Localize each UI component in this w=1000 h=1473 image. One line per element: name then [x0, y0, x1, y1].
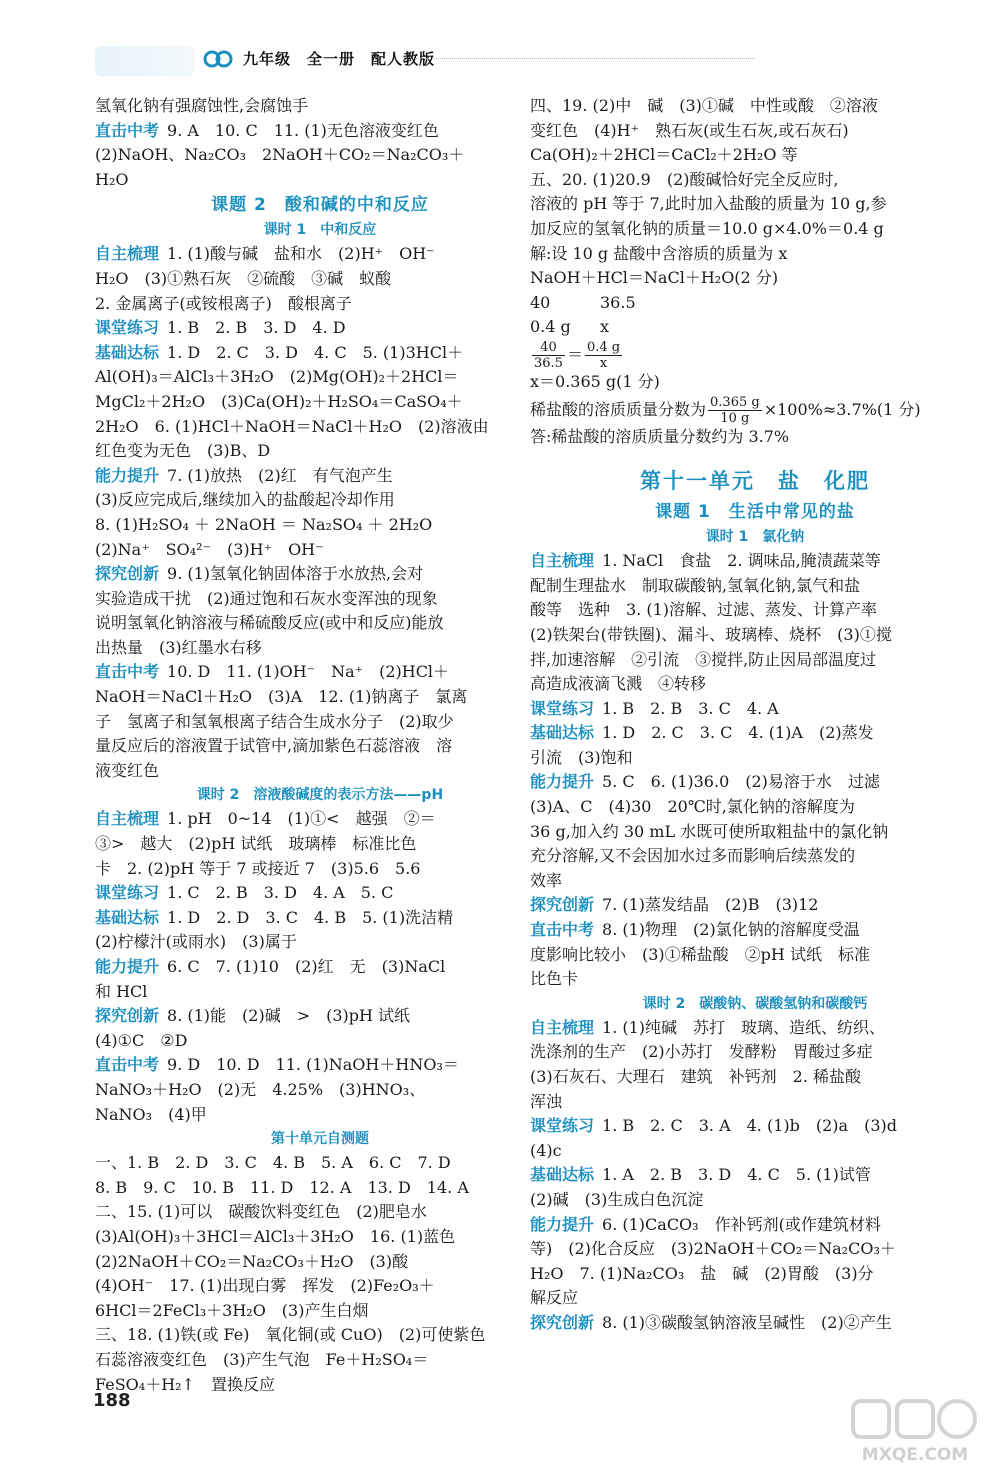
text-line	[95, 1053, 545, 1078]
left-column	[95, 94, 545, 1397]
lesson-title: 课题 1 生活中常见的盐	[655, 502, 855, 523]
text-line: 卡 2. (2)pH 等于 7 或接近 7 (3)5.6 5.6	[95, 858, 421, 878]
text-line: (3)A、C (4)30 20℃时,氯化钠的溶解度为	[530, 797, 855, 817]
text-line: 实验造成干扰 (2)通过饱和石灰水变浑浊的现象	[95, 588, 438, 608]
mass-naoh: 0.4 g	[530, 317, 571, 337]
text-line: x＝0.365 g(1 分)	[530, 371, 660, 391]
text-line: 效率	[530, 870, 563, 890]
text-line	[95, 660, 545, 685]
text-line: 度影响比较小 (3)①稀盐酸 ②pH 试纸 标准	[530, 944, 870, 964]
text-line: NaOH＝NaCl＋H₂O (3)A 12. (1)钠离子 氯离	[95, 687, 468, 707]
text-line: 8. (1)H₂SO₄ ＋ 2NaOH ＝ Na₂SO₄ ＋ 2H₂O	[95, 514, 433, 534]
section-label: 课堂练习	[95, 883, 160, 903]
text-line	[530, 1114, 980, 1139]
answer-text: 1. C 2. B 3. D 4. A 5. C	[167, 883, 394, 903]
molar-mass-hcl: 36.5	[600, 292, 636, 312]
text-line: 比色卡	[530, 969, 579, 989]
text-line	[95, 119, 545, 144]
text-line: 解:设 10 g 盐酸中含溶质的质量为 x	[530, 243, 788, 263]
watermark-text: MXQE.COM	[861, 1445, 969, 1465]
section-label: 基础达标	[530, 1165, 595, 1185]
session-title: 课时 2 溶液酸碱度的表示方法——pH	[196, 787, 444, 804]
text-line: 引流 (3)饱和	[530, 747, 633, 767]
section-label: 课堂练习	[95, 318, 160, 338]
section-label: 直击中考	[95, 662, 160, 682]
text-line: 配制生理盐水 制取碳酸钠,氢氧化钠,氯气和盐	[530, 575, 861, 595]
answer-text: 1. D 2. C 3. D 4. C 5. (1)3HCl＋	[167, 342, 464, 362]
answer-text: 10. D 11. (1)OH⁻ Na⁺ (2)HCl＋	[167, 662, 450, 682]
header-divider	[415, 58, 755, 60]
equation-prefix: 稀盐酸的溶质质量分数为	[530, 399, 707, 419]
text-line: H₂O (3)①熟石灰 ②硫酸 ③碱 蚁酸	[95, 268, 392, 288]
section-label: 探究创新	[95, 564, 160, 584]
answer-text: 9. D 10. D 11. (1)NaOH＋HNO₃＝	[167, 1055, 459, 1075]
right-column	[530, 94, 980, 1336]
answer-text: 1. D 2. D 3. C 4. B 5. (1)洗洁精	[167, 907, 454, 927]
text-line: 二、15. (1)可以 碳酸饮料变红色 (2)肥皂水	[95, 1202, 427, 1222]
text-line: 酸等 选种 3. (1)溶解、过滤、蒸发、计算产率	[530, 600, 878, 620]
text-line: 液变红色	[95, 760, 160, 780]
answer-text: 5. C 6. (1)36.0 (2)易溶于水 过滤	[602, 772, 880, 792]
answer-text: 9. (1)氢氧化钠固体溶于水放热,会对	[167, 564, 424, 584]
text-line: 一、1. B 2. D 3. C 4. B 5. A 6. C 7. D	[95, 1153, 451, 1173]
text-line: (2)2NaOH＋CO₂＝Na₂CO₃＋H₂O (3)酸	[95, 1251, 409, 1271]
text-line: 等) (2)化合反应 (3)2NaOH＋CO₂＝Na₂CO₃＋	[530, 1239, 896, 1259]
text-line	[95, 955, 545, 980]
text-line	[95, 341, 545, 366]
text-line: 五、20. (1)20.9 (2)酸碱恰好完全反应时,	[530, 169, 839, 189]
text-line: 2H₂O 6. (1)HCl＋NaOH＝NaCl＋H₂O (2)溶液由	[95, 416, 489, 436]
text-line: 解反应	[530, 1288, 579, 1308]
fraction	[708, 395, 762, 426]
text-line: 红色变为无色 (3)B、D	[95, 441, 271, 461]
answer-text: 1. B 2. C 3. A 4. (1)b (2)a (3)d	[602, 1116, 897, 1136]
text-line	[95, 1004, 545, 1029]
fraction-denominator: 36.5	[534, 355, 563, 371]
text-line	[530, 549, 980, 574]
text-line: (2)铁架台(带铁圈)、漏斗、玻璃棒、烧杯 (3)①搅	[530, 624, 892, 644]
text-line	[530, 697, 980, 722]
section-label: 能力提升	[530, 772, 595, 792]
text-line: 充分溶解,又不会因加水过多而影响后续蒸发的	[530, 846, 856, 866]
answer-text: 1. NaCl 食盐 2. 调味品,腌渍蔬菜等	[602, 551, 881, 571]
fraction-denominator: x	[599, 355, 608, 371]
fraction	[532, 340, 565, 371]
text-line	[95, 881, 545, 906]
answer-text: 8. (1)能 (2)碱 > (3)pH 试纸	[167, 1006, 411, 1026]
text-line: NaNO₃ (4)甲	[95, 1104, 207, 1124]
text-line: FeSO₄＋H₂↑ 置换反应	[95, 1374, 275, 1394]
section-label: 直击中考	[95, 1055, 160, 1075]
text-line	[530, 1213, 980, 1238]
section-label: 课堂练习	[530, 1116, 595, 1136]
text-line: 石蕊溶液变红色 (3)产生气泡 Fe＋H₂SO₄＝	[95, 1349, 429, 1369]
brand-logo	[95, 46, 195, 76]
fraction-numerator: 0.4 g	[586, 339, 621, 355]
section-label: 直击中考	[530, 920, 595, 940]
section-label: 自主梳理	[95, 809, 160, 829]
text-line: (4)OH⁻ 17. (1)出现白雾 挥发 (2)Fe₂O₃＋	[95, 1276, 435, 1296]
section-label: 基础达标	[95, 907, 160, 927]
equation-line: NaOH＋HCl＝NaCl＋H₂O(2 分)	[530, 268, 779, 288]
answer-text: 9. A 10. C 11. (1)无色溶液变红色	[167, 120, 439, 140]
text-line: 子 氢离子和氢氧根离子结合生成水分子 (2)取少	[95, 711, 454, 731]
answer-text: 8. (1)物理 (2)氯化钠的溶解度受温	[602, 920, 860, 940]
unit-title: 第十一单元 盐 化肥	[640, 469, 870, 494]
answer-text: 7. (1)蒸发结晶 (2)B (3)12	[602, 895, 819, 915]
text-line: Ca(OH)₂＋2HCl＝CaCl₂＋2H₂O 等	[530, 145, 798, 165]
header-title: 九年级 全一册 配人教版	[243, 50, 436, 68]
section-label: 自主梳理	[95, 244, 160, 264]
equation-line	[530, 315, 980, 340]
series-logo-icon	[203, 50, 233, 68]
section-label: 能力提升	[95, 465, 160, 485]
section-label: 直击中考	[95, 120, 160, 140]
answer-text: 1. B 2. B 3. D 4. D	[167, 318, 346, 338]
proportion-equation	[530, 340, 980, 370]
text-line: NaNO₃＋H₂O (2)无 4.25% (3)HNO₃、	[95, 1079, 426, 1099]
text-line	[530, 893, 980, 918]
text-line: 答:稀盐酸的溶质质量分数约为 3.7%	[530, 426, 790, 446]
answer-text: 1. pH 0~14 (1)①< 越强 ②＝	[167, 809, 436, 829]
text-line: (2)Na⁺ SO₄²⁻ (3)H⁺ OH⁻	[95, 539, 324, 559]
text-line: (2)柠檬汁(或雨水) (3)属于	[95, 932, 297, 952]
section-label: 能力提升	[95, 957, 160, 976]
section-label: 自主梳理	[530, 1017, 595, 1037]
text-line: MgCl₂＋2H₂O (3)Ca(OH)₂＋H₂SO₄＝CaSO₄＋	[95, 391, 463, 411]
text-line: 浑浊	[530, 1091, 563, 1111]
text-line: 和 HCl	[95, 981, 148, 1001]
watermark-icon	[845, 1395, 985, 1443]
text-line: 6HCl＝2FeCl₃＋3H₂O (3)产生白烟	[95, 1300, 369, 1320]
answer-text: 1. (1)酸与碱 盐和水 (2)H⁺ OH⁻	[167, 244, 435, 264]
text-line: 出热量 (3)红墨水右移	[95, 637, 262, 657]
text-line	[530, 721, 980, 746]
text-line	[530, 770, 980, 795]
text-line	[95, 807, 545, 832]
text-line	[95, 242, 545, 267]
molar-mass-naoh: 40	[530, 292, 551, 312]
section-label: 自主梳理	[530, 551, 595, 571]
text-line: 三、18. (1)铁(或 Fe) 氧化铜(或 CuO) (2)可使紫色	[95, 1325, 486, 1345]
text-line: 拌,加速溶解 ②引流 ③搅拌,防止因局部温度过	[530, 649, 877, 669]
text-line: 说明氢氧化钠溶液与稀硫酸反应(或中和反应)能放	[95, 613, 444, 633]
answer-text: 6. (1)CaCO₃ 作补钙剂(或作建筑材料	[602, 1214, 881, 1234]
text-line	[530, 1311, 980, 1336]
text-line: 溶液的 pH 等于 7,此时加入盐酸的质量为 10 g,参	[530, 194, 887, 214]
section-label: 基础达标	[530, 723, 595, 743]
section-label: 基础达标	[95, 342, 160, 362]
text-line: 8. B 9. C 10. B 11. D 12. A 13. D 14. A	[95, 1177, 469, 1197]
answer-text: 1. D 2. C 3. C 4. (1)A (2)蒸发	[602, 723, 874, 743]
section-label: 探究创新	[530, 1312, 595, 1332]
section-label: 课堂练习	[530, 698, 595, 718]
text-line: 变红色 (4)H⁺ 熟石灰(或生石灰,或石灰石)	[530, 120, 849, 140]
answer-text: 6. C 7. (1)10 (2)红 无 (3)NaCl	[167, 957, 446, 976]
text-line: H₂O 7. (1)Na₂CO₃ 盐 碱 (2)胃酸 (3)分	[530, 1263, 874, 1283]
text-line: (3)反应完成后,继续加入的盐酸起冷却作用	[95, 490, 395, 510]
text-line: ③> 越大 (2)pH 试纸 玻璃棒 标准比色	[95, 834, 417, 854]
text-line: 氢氧化钠有强腐蚀性,会腐蚀手	[95, 96, 309, 115]
section-label: 探究创新	[95, 1006, 160, 1026]
page-number: 188	[93, 1390, 131, 1411]
text-line	[530, 1016, 980, 1041]
text-line: (3)石灰石、大理石 建筑 补钙剂 2. 稀盐酸	[530, 1067, 862, 1086]
text-line	[530, 1163, 980, 1188]
percentage-equation	[530, 395, 980, 425]
text-line: (2)NaOH、Na₂CO₃ 2NaOH＋CO₂＝Na₂CO₃＋	[95, 145, 465, 165]
session-title: 课时 1 氯化钠	[705, 529, 805, 546]
text-line: 高造成液滴飞溅 ④转移	[530, 674, 707, 694]
text-line: 量反应后的溶液置于试管中,滴加紫色石蕊溶液 溶	[95, 736, 453, 756]
mass-hcl-unknown: x	[600, 317, 610, 337]
text-line: (3)Al(OH)₃＋3HCl＝AlCl₃＋3H₂O 16. (1)蓝色	[95, 1226, 456, 1246]
text-line: Al(OH)₃＝AlCl₃＋3H₂O (2)Mg(OH)₂＋2HCl＝	[95, 367, 459, 387]
text-line	[95, 562, 545, 587]
answer-text: 7. (1)放热 (2)红 有气泡产生	[167, 465, 393, 485]
watermark	[845, 1395, 985, 1465]
answer-text: 1. A 2. B 3. D 4. C 5. (1)试管	[602, 1165, 871, 1185]
text-line: (4)c	[530, 1140, 562, 1160]
text-line: (4)①C ②D	[95, 1030, 188, 1050]
text-line: H₂O	[95, 169, 129, 189]
equals-sign: ＝	[566, 344, 583, 364]
page-header	[95, 38, 795, 88]
fraction-numerator: 0.365 g	[710, 394, 760, 410]
text-line: 2. 金属离子(或铵根离子) 酸根离子	[95, 293, 352, 313]
session-title: 课时 1 中和反应	[263, 222, 377, 239]
text-line: 加反应的氢氧化钠的质量＝10.0 g×4.0%＝0.4 g	[530, 218, 884, 238]
equation-suffix: ×100%≈3.7%(1 分)	[763, 399, 921, 419]
text-line: 洗涤剂的生产 (2)小苏打 发酵粉 胃酸过多症	[530, 1042, 873, 1062]
text-line	[95, 316, 545, 341]
text-line: 四、19. (2)中 碱 (3)①碱 中性或酸 ②溶液	[530, 96, 878, 115]
answer-text: 1. B 2. B 3. C 4. A	[602, 698, 779, 718]
text-line: 36 g,加入约 30 mL 水既可使所取粗盐中的氯化钠	[530, 821, 889, 841]
fraction-denominator: 10 g	[720, 410, 750, 426]
lesson-title: 课题 2 酸和碱的中和反应	[211, 195, 429, 216]
section-label: 能力提升	[530, 1214, 595, 1234]
selftest-title: 第十单元自测题	[271, 1131, 369, 1148]
fraction	[585, 340, 622, 371]
fraction-numerator: 40	[532, 340, 565, 356]
text-line: (2)碱 (3)生成白色沉淀	[530, 1189, 704, 1209]
text-line	[530, 918, 980, 943]
text-line	[95, 464, 545, 489]
text-line	[95, 906, 545, 931]
equation-line	[530, 291, 980, 316]
answer-text: 8. (1)③碳酸氢钠溶液呈碱性 (2)②产生	[602, 1312, 892, 1332]
section-label: 探究创新	[530, 895, 595, 915]
answer-text: 1. (1)纯碱 苏打 玻璃、造纸、纺织、	[602, 1017, 886, 1037]
session-title: 课时 2 碳酸钠、碳酸氢钠和碳酸钙	[642, 995, 868, 1012]
